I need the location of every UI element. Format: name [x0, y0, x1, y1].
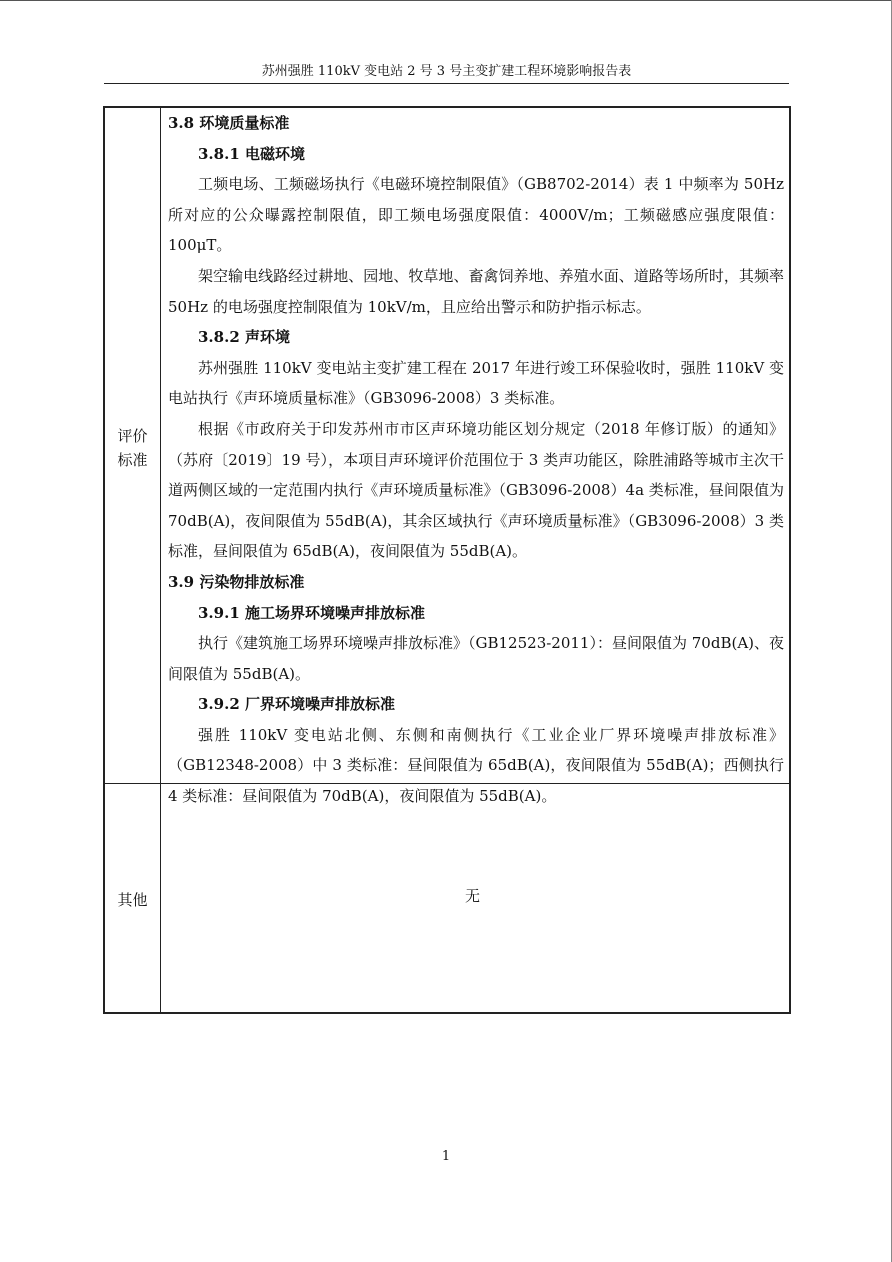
column-divider — [160, 108, 161, 1012]
running-header: 苏州强胜 110kV 变电站 2 号 3 号主变扩建工程环境影响报告表 — [104, 62, 789, 84]
standards-table — [103, 106, 791, 1014]
other-content-none: 无 — [465, 887, 481, 905]
section-heading-3-9: 3.9 污染物排放标准 — [168, 572, 305, 591]
page-top-border — [0, 0, 892, 1]
evaluation-standards-content — [168, 108, 784, 812]
subsection-heading-3-9-2: 3.9.2 厂界环境噪声排放标准 — [198, 695, 395, 714]
subsection-heading-3-8-2: 3.8.2 声环境 — [198, 328, 290, 347]
row-label-other: 其他 — [117, 891, 148, 909]
paragraph-power-frequency-limits: 工频电场、工频磁场执行《电磁环境控制限值》（GB8702-2014）表 1 中频率为 50Hz 所对应的公众曝露控制限值，即工频电场强度限值：4000V/m；工频磁感应强度限值：100μT。 — [168, 175, 784, 255]
paragraph-noise-zoning: 根据《市政府关于印发苏州市市区声环境功能区划分规定（2018 年修订版）的通知》（苏府〔2019〕19 号），本项目声环境评价范围位于 3 类声功能区，除胜浦路等城市主次干道两侧区域的一定范围内执行《声环境质量标准》（GB3096-2008）4a 类标准，昼间限值为 70dB(A)，夜间限值为 55dB(A)，其余区域执行《声环境质量标准》（GB3096-2008）3 类标准，昼间限值为 65dB(A)，夜间限值为 55dB(A)。 — [168, 419, 784, 561]
paragraph-boundary-noise: 强胜 110kV 变电站北侧、东侧和南侧执行《工业企业厂界环境噪声排放标准》（GB12348-2008）中 3 类标准：昼间限值为 65dB(A)，夜间限值为 55dB(A)；西侧执行 4 类标准：昼间限值为 70dB(A)，夜间限值为 55dB(A)。 — [168, 725, 784, 806]
paragraph-acceptance-standard: 苏州强胜 110kV 变电站主变扩建工程在 2017 年进行竣工环保验收时，强胜 110kV 变电站执行《声环境质量标准》（GB3096-2008）3 类标准。 — [168, 358, 784, 408]
row-label-evaluation-text: 评价 标准 — [117, 427, 148, 469]
paragraph-construction-noise: 执行《建筑施工场界环境噪声排放标准》（GB12523-2011）：昼间限值为 70dB(A)、夜间限值为 55dB(A)。 — [168, 634, 785, 683]
row-label-evaluation-standards — [105, 424, 160, 472]
page-number: 1 — [441, 1149, 451, 1164]
paragraph-overhead-line-limits: 架空输电线路经过耕地、园地、牧草地、畜禽饲养地、养殖水面、道路等场所时，其频率 50Hz 的电场强度控制限值为 10kV/m，且应给出警示和防护指示标志。 — [168, 266, 784, 316]
section-heading-3-8: 3.8 环境质量标准 — [168, 114, 290, 132]
subsection-heading-3-9-1: 3.9.1 施工场界环境噪声排放标准 — [198, 603, 425, 622]
subsection-heading-3-8-1: 3.8.1 电磁环境 — [198, 144, 305, 163]
